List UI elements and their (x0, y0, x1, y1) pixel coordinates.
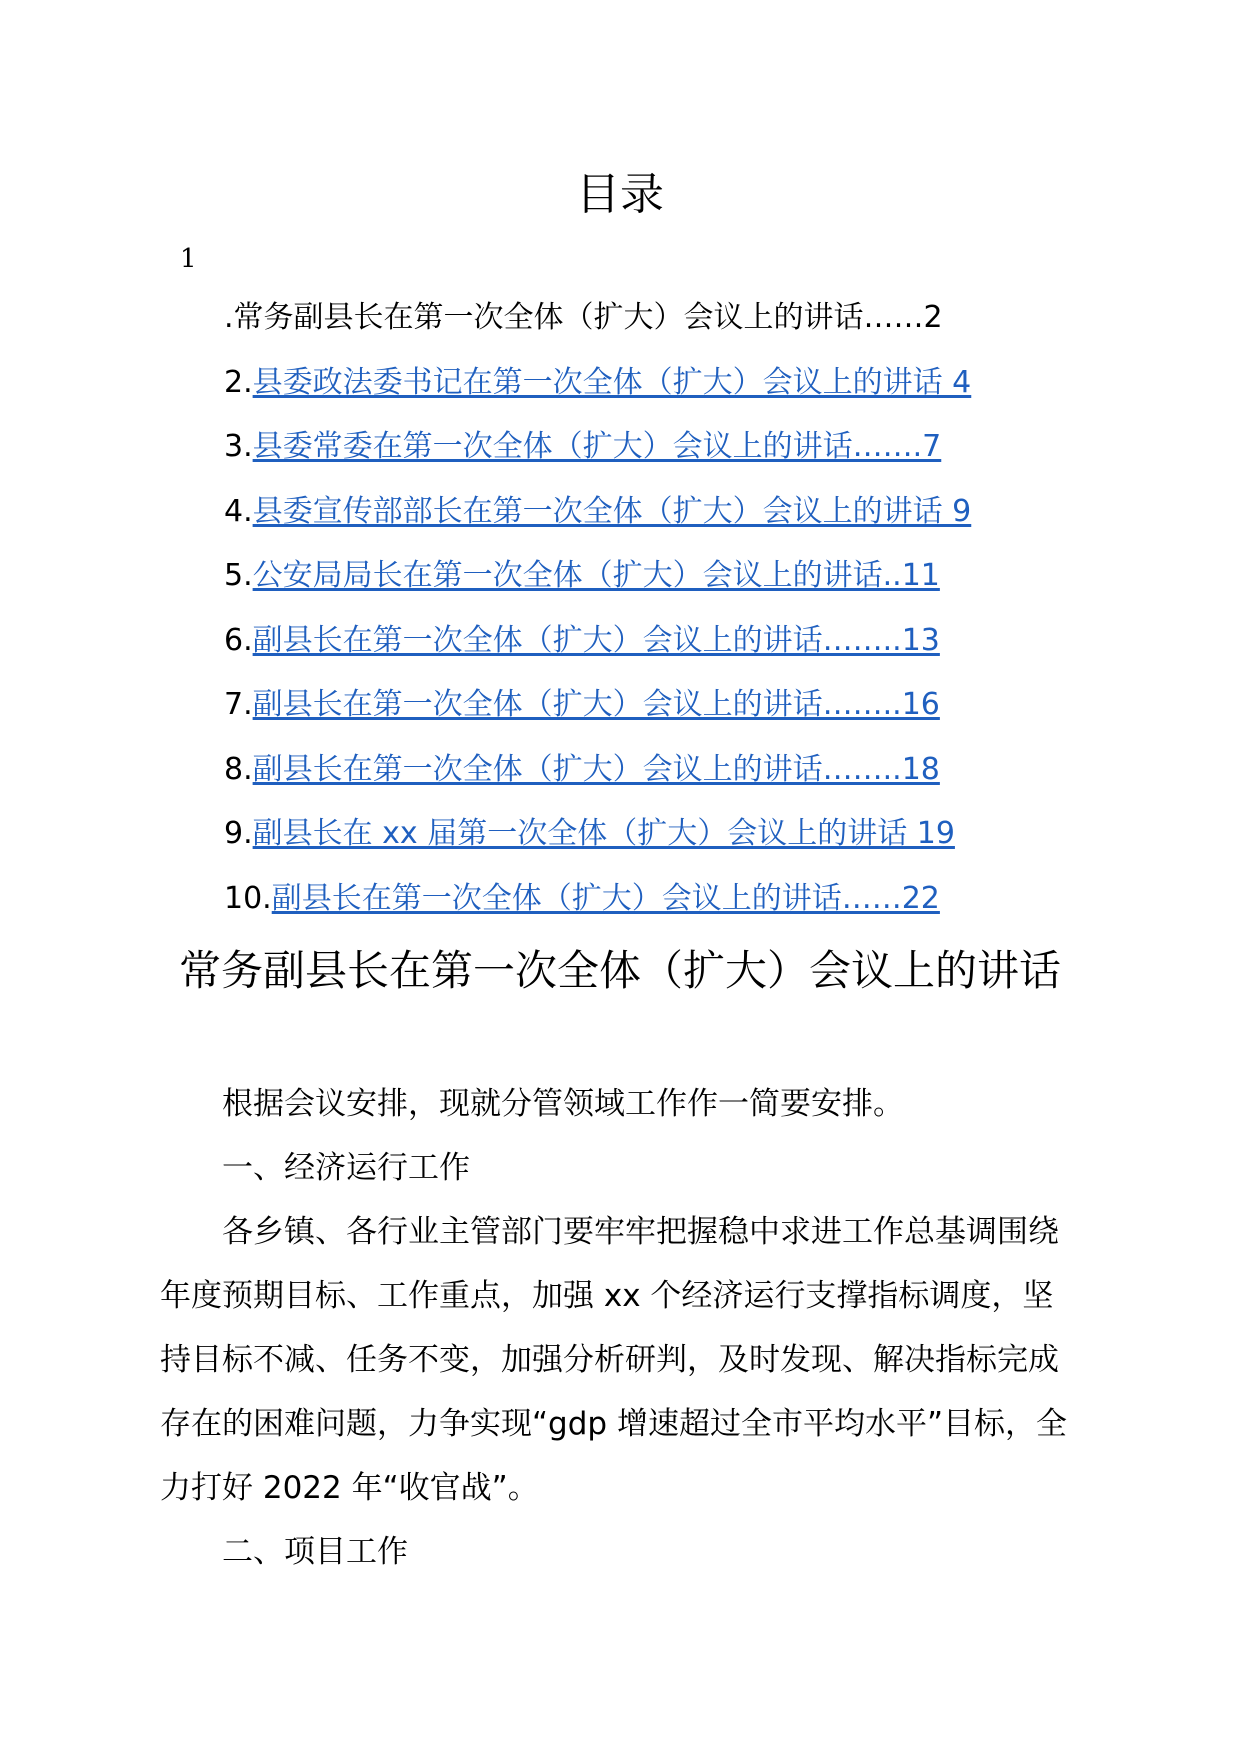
toc-item-number: 6. (224, 622, 253, 658)
toc-item-3[interactable] (224, 425, 1124, 490)
toc-item-text: 常务副县长在第一次全体（扩大）会议上的讲话……2 (233, 300, 943, 335)
toc-item-link[interactable]: 副县长在第一次全体（扩大）会议上的讲话……..18 (252, 751, 940, 787)
toc-item-link[interactable]: 副县长在第一次全体（扩大）会议上的讲话……..13 (252, 622, 940, 658)
toc-item-link[interactable]: 副县长在第一次全体（扩大）会议上的讲话……..16 (252, 687, 940, 722)
article-paragraph: 各乡镇、各行业主管部门要牢牢把握稳中求进工作总基调围绕年度预期目标、工作重点，加强 xx 个经济运行支撑指标调度，坚持目标不减、任务不变，加强分析研判，及时发现、解决指标完成存在的困难问题，力争实现“gdp 增速超过全市平均水平”目标，全力打好 2022 年“收官战”。 (160, 1214, 1068, 1506)
toc-title: 目录 (576, 169, 664, 220)
toc-item-7[interactable] (224, 683, 1124, 748)
toc-page-number: 1 (180, 244, 197, 274)
toc-item-number: 2. (224, 364, 253, 400)
toc-item-link[interactable]: 公安局局长在第一次全体（扩大）会议上的讲话..11 (252, 558, 940, 593)
toc-list (224, 296, 1124, 941)
toc-item-1[interactable] (224, 296, 1124, 361)
toc-item-2[interactable] (224, 361, 1124, 426)
toc-item-8[interactable] (224, 748, 1124, 813)
article-intro: 根据会议安排，现就分管领域工作作一简要安排。 (222, 1086, 904, 1122)
toc-item-link[interactable]: 县委政法委书记在第一次全体（扩大）会议上的讲话 4 (252, 364, 972, 400)
toc-item-number: 8. (224, 751, 253, 787)
toc-item-link[interactable]: 县委宣传部部长在第一次全体（扩大）会议上的讲话 9 (252, 493, 972, 529)
toc-item-link[interactable]: 副县长在 xx 届第一次全体（扩大）会议上的讲话 19 (252, 816, 955, 851)
toc-item-number: . (224, 300, 234, 335)
section-heading-projects: 二、项目工作 (222, 1534, 408, 1570)
article-title: 常务副县长在第一次全体（扩大）会议上的讲话 (178, 946, 1061, 995)
toc-item-5[interactable] (224, 554, 1124, 619)
toc-item-4[interactable] (224, 490, 1124, 555)
toc-item-number: 7. (224, 687, 253, 722)
toc-item-10[interactable] (224, 877, 1124, 942)
toc-item-number: 10. (224, 880, 272, 916)
toc-item-number: 5. (224, 558, 253, 593)
toc-item-link[interactable]: 县委常委在第一次全体（扩大）会议上的讲话…….7 (252, 429, 942, 464)
toc-item-6[interactable] (224, 619, 1124, 684)
toc-item-number: 4. (224, 493, 253, 529)
toc-item-9[interactable] (224, 812, 1124, 877)
toc-item-link[interactable]: 副县长在第一次全体（扩大）会议上的讲话……22 (271, 880, 940, 916)
toc-item-number: 3. (224, 429, 253, 464)
toc-item-number: 9. (224, 816, 253, 851)
section-heading-economy: 一、经济运行工作 (222, 1150, 470, 1186)
